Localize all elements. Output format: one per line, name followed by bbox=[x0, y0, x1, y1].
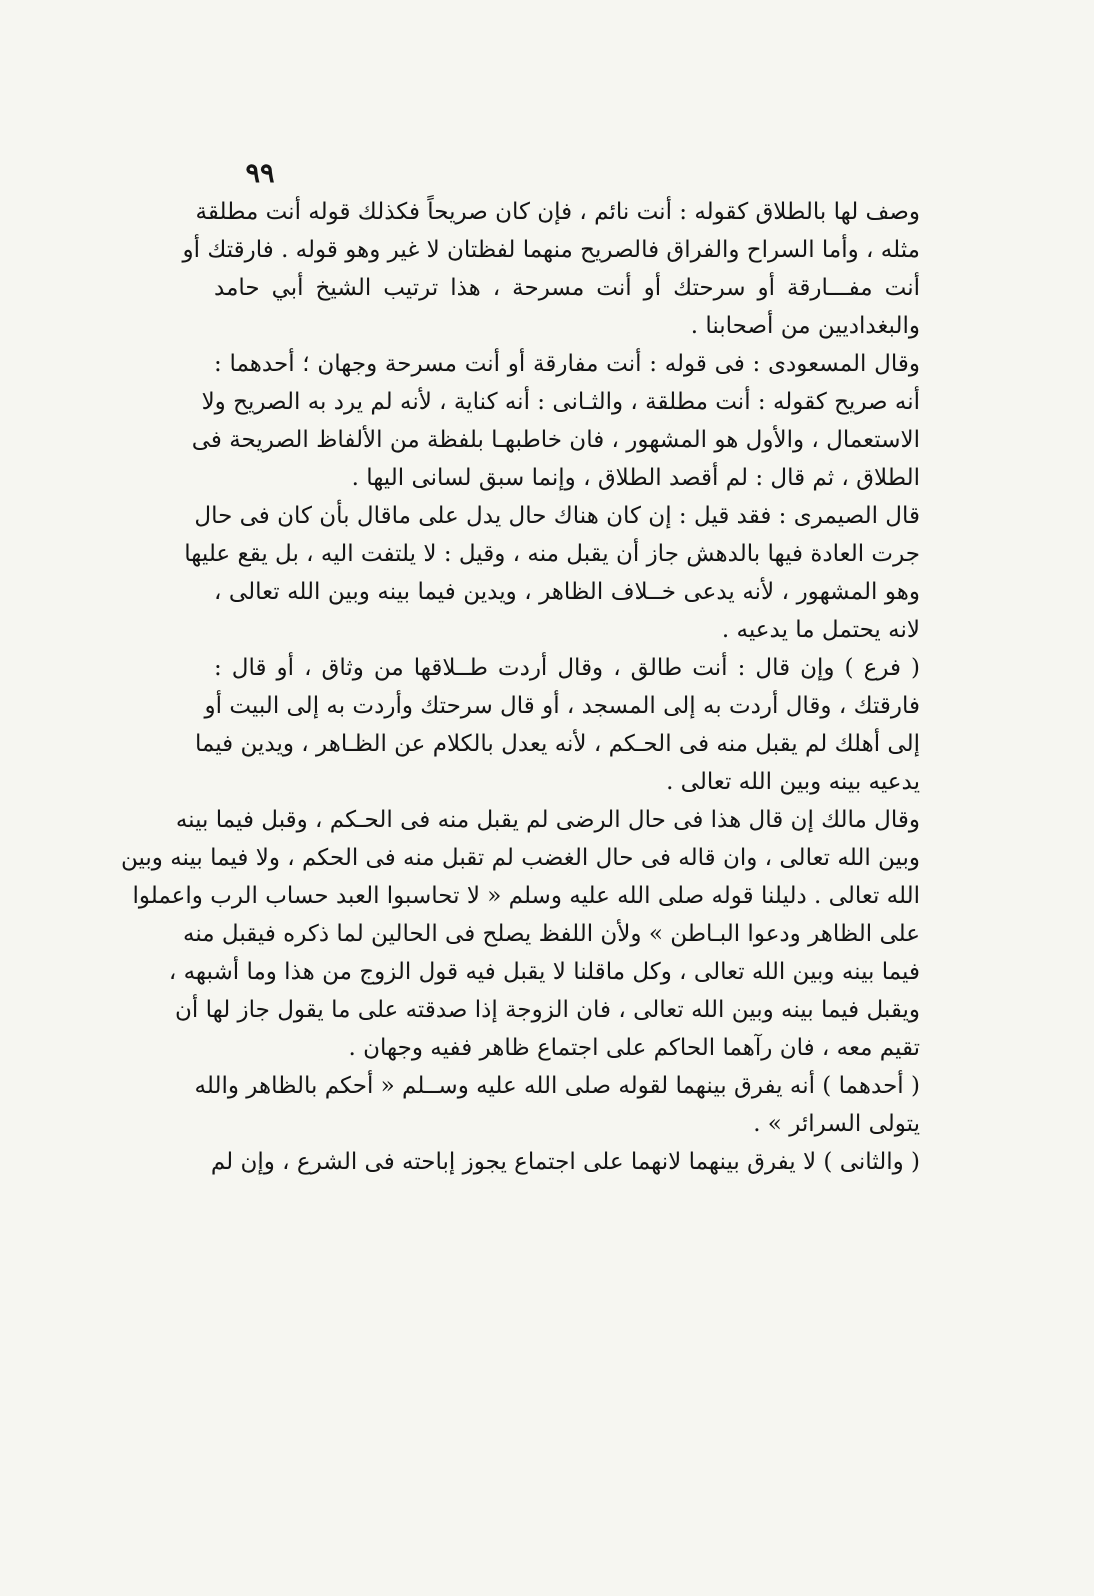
text-line: أنه صريح كقوله : أنت مطلقة ، والثـانى : أنه كناية ، لأنه لم يرد به الصريح ولا bbox=[201, 389, 920, 415]
text-line: فيما بينه وبين الله تعالى ، وكل ماقلنا لا يقبل فيه قول الزوج من هذا وما أشبهه ، bbox=[168, 959, 920, 985]
text-line: وقال المسعودى : فى قوله : أنت مفارقة أو أنت مسرحة وجهان ؛ أحدهما : bbox=[214, 351, 920, 377]
text-line: فارقتك ، وقال أردت به إلى المسجد ، أو قال سرحتك وأردت به إلى البيت أو bbox=[204, 693, 920, 719]
text-line: ( فرع ) وإن قال : أنت طالق ، وقال أردت طــلاقها من وثاق ، أو قال : bbox=[214, 655, 920, 681]
text-line: يتولى السرائر » . bbox=[753, 1111, 920, 1137]
text-line: قال الصيمرى : فقد قيل : إن كان هناك حال يدل على ماقال بأن كان فى حال bbox=[194, 503, 920, 529]
text-line: لانه يحتمل ما يدعيه . bbox=[721, 617, 920, 643]
arabic-text-block bbox=[120, 193, 920, 1553]
text-line: ( والثانى ) لا يفرق بينهما لانهما على اجتماع يجوز إباحته فى الشرع ، وإن لم bbox=[210, 1149, 920, 1175]
text-line: ويقبل فيما بينه وبين الله تعالى ، فان الزوجة إذا صدقته على ما يقول جاز لها أن bbox=[175, 997, 920, 1023]
text-line: على الظاهر ودعوا البـاطن » ولأن اللفظ يصلح فى الحالين لما ذكره فيقبل منه bbox=[183, 921, 920, 947]
page-number: ٩٩ bbox=[245, 158, 275, 189]
text-line: جرت العادة فيها بالدهش جاز أن يقبل منه ، وقيل : لا يلتفت اليه ، بل يقع عليها bbox=[184, 541, 920, 567]
text-line: تقيم معه ، فان رآهما الحاكم على اجتماع ظاهر ففيه وجهان . bbox=[348, 1035, 920, 1061]
text-line: وقال مالك إن قال هذا فى حال الرضى لم يقبل منه فى الحـكم ، وقبل فيما بينه bbox=[175, 807, 920, 833]
text-line: أنت مفـــارقة أو سرحتك أو أنت مسرحة ، هذا ترتيب الشيخ أبي حامد bbox=[214, 275, 920, 301]
text-line: الله تعالى . دليلنا قوله صلى الله عليه وسلم « لا تحاسبوا العبد حساب الرب واعملوا bbox=[132, 883, 920, 909]
text-line: والبغداديين من أصحابنا . bbox=[690, 313, 920, 339]
text-line: وبين الله تعالى ، وان قاله فى حال الغضب لم تقبل منه فى الحكم ، ولا فيما بينه وبين bbox=[120, 845, 920, 871]
text-line: إلى أهلك لم يقبل منه فى الحـكم ، لأنه يعدل بالكلام عن الظـاهر ، ويدين فيما bbox=[194, 731, 920, 757]
text-line: الاستعمال ، والأول هو المشهور ، فان خاطبهـا بلفظة من الألفاظ الصريحة فى bbox=[191, 427, 920, 453]
text-line: وهو المشهور ، لأنه يدعى خــلاف الظاهر ، ويدين فيما بينه وبين الله تعالى ، bbox=[214, 579, 920, 605]
text-line: الطلاق ، ثم قال : لم أقصد الطلاق ، وإنما سبق لسانى اليها . bbox=[351, 465, 920, 491]
text-line: يدعيه بينه وبين الله تعالى . bbox=[666, 769, 920, 795]
text-line: وصف لها بالطلاق كقوله : أنت نائم ، فإن كان صريحاً فكذلك قوله أنت مطلقة bbox=[195, 199, 920, 225]
text-line: مثله ، وأما السراح والفراق فالصريح منهما لفظتان لا غير وهو قوله . فارقتك أو bbox=[182, 237, 920, 263]
text-line: ( أحدهما ) أنه يفرق بينهما لقوله صلى الله عليه وســلم « أحكم بالظاهر والله bbox=[194, 1073, 920, 1099]
